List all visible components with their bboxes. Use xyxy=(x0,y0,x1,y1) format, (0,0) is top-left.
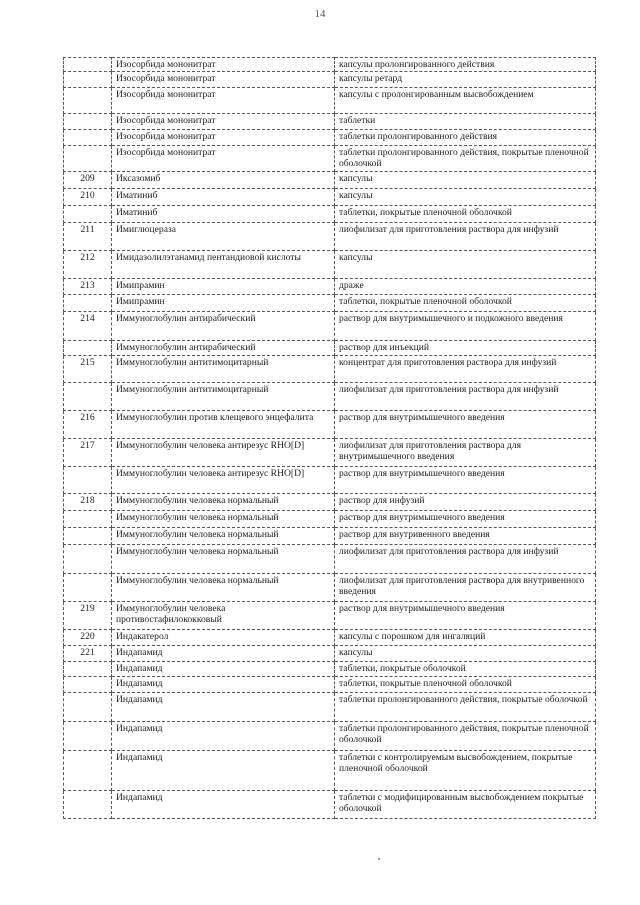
dosage-form-cell: таблетки пролонгированного действия xyxy=(335,130,596,146)
row-number-cell: 218 xyxy=(64,494,112,511)
row-number-cell xyxy=(64,662,112,677)
row-number-cell xyxy=(64,58,112,72)
dosage-form-cell: раствор для внутримышечного введения xyxy=(335,511,596,528)
drug-name-cell: Индапамид xyxy=(112,791,335,819)
drug-name-cell: Изосорбида мононитрат xyxy=(112,88,335,114)
dosage-form-cell: раствор для инфузий xyxy=(335,494,596,511)
table-row xyxy=(64,146,596,172)
dosage-form-cell: лиофилизат для приготовления раствора для инфузий xyxy=(335,383,596,411)
table-row xyxy=(64,646,596,662)
row-number-cell xyxy=(64,88,112,114)
table-row xyxy=(64,58,596,72)
dosage-form-cell: капсулы xyxy=(335,172,596,189)
drug-name-cell: Изосорбида мононитрат xyxy=(112,58,335,72)
table-row xyxy=(64,630,596,646)
dosage-form-cell: таблетки, покрытые пленочной оболочкой xyxy=(335,206,596,223)
dosage-form-cell: капсулы пролонгированного действия xyxy=(335,58,596,72)
drug-name-cell: Иматиниб xyxy=(112,189,335,206)
table-row xyxy=(64,511,596,528)
dosage-form-cell: лиофилизат для приготовления раствора для внутримышечного введения xyxy=(335,439,596,467)
drug-name-cell: Изосорбида мононитрат xyxy=(112,130,335,146)
page-number: 14 xyxy=(314,8,326,20)
table-row xyxy=(64,693,596,722)
table-row xyxy=(64,279,596,295)
dosage-form-cell: таблетки с контролируемым высвобождением, покрытые пленочной оболочкой xyxy=(335,751,596,791)
drug-name-cell: Иксазомиб xyxy=(112,172,335,189)
dosage-form-cell: раствор для внутримышечного и подкожного введения xyxy=(335,312,596,341)
row-number-cell xyxy=(64,383,112,411)
dosage-form-cell: лиофилизат для приготовления раствора для инфузий xyxy=(335,223,596,251)
row-number-cell xyxy=(64,114,112,130)
dosage-form-cell: таблетки, покрытые пленочной оболочкой xyxy=(335,295,596,312)
table-row xyxy=(64,130,596,146)
row-number-cell xyxy=(64,511,112,528)
row-number-cell xyxy=(64,693,112,722)
drug-name-cell: Имидазолилэтанамид пентандиовой кислоты xyxy=(112,251,335,279)
dosage-form-cell: раствор для внутримышечного введения xyxy=(335,411,596,439)
dosage-form-cell: таблетки, покрытые пленочной оболочкой xyxy=(335,677,596,693)
dosage-form-cell: таблетки xyxy=(335,114,596,130)
table-row xyxy=(64,356,596,383)
drug-name-cell: Индапамид xyxy=(112,662,335,677)
drug-name-cell: Индапамид xyxy=(112,751,335,791)
row-number-cell: 217 xyxy=(64,439,112,467)
table-row xyxy=(64,295,596,312)
drug-table xyxy=(63,57,596,819)
dosage-form-cell: капсулы с порошком для ингаляций xyxy=(335,630,596,646)
drug-name-cell: Изосорбида мононитрат xyxy=(112,146,335,172)
drug-name-cell: Индапамид xyxy=(112,646,335,662)
table-row xyxy=(64,411,596,439)
drug-name-cell: Имиглюцераза xyxy=(112,223,335,251)
drug-name-cell: Иммуноглобулин человека противостафилококковый xyxy=(112,602,335,630)
table-row xyxy=(64,223,596,251)
drug-name-cell: Иммуноглобулин против клещевого энцефалита xyxy=(112,411,335,439)
dosage-form-cell: таблетки, покрытые оболочкой xyxy=(335,662,596,677)
drug-name-cell: Индапамид xyxy=(112,677,335,693)
table-row xyxy=(64,172,596,189)
row-number-cell: 209 xyxy=(64,172,112,189)
drug-name-cell: Изосорбида мононитрат xyxy=(112,114,335,130)
drug-name-cell: Иммуноглобулин антирабический xyxy=(112,312,335,341)
row-number-cell: 211 xyxy=(64,223,112,251)
dosage-form-cell: раствор для внутримышечного введения xyxy=(335,602,596,630)
drug-name-cell: Иммуноглобулин антитимоцитарный xyxy=(112,356,335,383)
dosage-form-cell: капсулы xyxy=(335,189,596,206)
row-number-cell xyxy=(64,341,112,356)
drug-name-cell: Иммуноглобулин человека антирезус RHO[D] xyxy=(112,439,335,467)
dosage-form-cell: таблетки с модифицированным высвобождением покрытые оболочкой xyxy=(335,791,596,819)
table-row xyxy=(64,751,596,791)
dosage-form-cell: капсулы xyxy=(335,251,596,279)
row-number-cell xyxy=(64,574,112,602)
dosage-form-cell: концентрат для приготовления раствора для инфузий xyxy=(335,356,596,383)
table-row xyxy=(64,206,596,223)
row-number-cell xyxy=(64,751,112,791)
table-row xyxy=(64,312,596,341)
table-row xyxy=(64,545,596,574)
table-row xyxy=(64,251,596,279)
row-number-cell xyxy=(64,146,112,172)
dosage-form-cell: раствор для инъекций xyxy=(335,341,596,356)
dosage-form-cell: драже xyxy=(335,279,596,295)
table-row xyxy=(64,88,596,114)
row-number-cell: 212 xyxy=(64,251,112,279)
row-number-cell xyxy=(64,722,112,751)
dosage-form-cell: таблетки пролонгированного действия, покрытые пленочной оболочкой xyxy=(335,722,596,751)
row-number-cell: 221 xyxy=(64,646,112,662)
row-number-cell xyxy=(64,791,112,819)
row-number-cell: 220 xyxy=(64,630,112,646)
table-row xyxy=(64,494,596,511)
row-number-cell: 216 xyxy=(64,411,112,439)
table-row xyxy=(64,383,596,411)
table-row xyxy=(64,677,596,693)
row-number-cell xyxy=(64,72,112,88)
table-row xyxy=(64,602,596,630)
row-number-cell xyxy=(64,206,112,223)
drug-name-cell: Иммуноглобулин антирабический xyxy=(112,341,335,356)
drug-name-cell: Имипрамин xyxy=(112,279,335,295)
dosage-form-cell: лиофилизат для приготовления раствора для внутривенного введения xyxy=(335,574,596,602)
table-row xyxy=(64,574,596,602)
dosage-form-cell: лиофилизат для приготовления раствора для инфузий xyxy=(335,545,596,574)
dosage-form-cell: таблетки пролонгированного действия, покрытые оболочкой xyxy=(335,693,596,722)
row-number-cell: 215 xyxy=(64,356,112,383)
table-row xyxy=(64,722,596,751)
row-number-cell xyxy=(64,545,112,574)
drug-name-cell: Иммуноглобулин человека нормальный xyxy=(112,574,335,602)
table-body xyxy=(64,58,596,819)
dosage-form-cell: капсулы ретард xyxy=(335,72,596,88)
drug-name-cell: Иммуноглобулин человека нормальный xyxy=(112,511,335,528)
dosage-form-cell: капсулы с пролонгированным высвобождением xyxy=(335,88,596,114)
drug-name-cell: Иммуноглобулин антитимоцитарный xyxy=(112,383,335,411)
table-row xyxy=(64,439,596,467)
row-number-cell xyxy=(64,677,112,693)
drug-name-cell: Имипрамин xyxy=(112,295,335,312)
table-row xyxy=(64,72,596,88)
row-number-cell: 219 xyxy=(64,602,112,630)
table-row xyxy=(64,791,596,819)
drug-name-cell: Иммуноглобулин человека нормальный xyxy=(112,545,335,574)
scan-dot xyxy=(378,858,380,860)
dosage-form-cell: раствор для внутримышечного введения xyxy=(335,467,596,494)
drug-name-cell: Индакатерол xyxy=(112,630,335,646)
table-row xyxy=(64,528,596,545)
drug-name-cell: Иммуноглобулин человека нормальный xyxy=(112,528,335,545)
drug-name-cell: Иматиниб xyxy=(112,206,335,223)
drug-name-cell: Индапамид xyxy=(112,693,335,722)
row-number-cell: 214 xyxy=(64,312,112,341)
row-number-cell xyxy=(64,467,112,494)
row-number-cell: 213 xyxy=(64,279,112,295)
row-number-cell xyxy=(64,130,112,146)
drug-name-cell: Изосорбида мононитрат xyxy=(112,72,335,88)
drug-name-cell: Иммуноглобулин человека нормальный xyxy=(112,494,335,511)
row-number-cell xyxy=(64,528,112,545)
table-row xyxy=(64,662,596,677)
dosage-form-cell: капсулы xyxy=(335,646,596,662)
table-row xyxy=(64,189,596,206)
table-row xyxy=(64,341,596,356)
row-number-cell xyxy=(64,295,112,312)
drug-name-cell: Индапамид xyxy=(112,722,335,751)
table-row xyxy=(64,467,596,494)
row-number-cell: 210 xyxy=(64,189,112,206)
table-row xyxy=(64,114,596,130)
dosage-form-cell: таблетки пролонгированного действия, покрытые пленочной оболочкой xyxy=(335,146,596,172)
drug-name-cell: Иммуноглобулин человека антирезус RHO[D] xyxy=(112,467,335,494)
dosage-form-cell: раствор для внутривенного введения xyxy=(335,528,596,545)
